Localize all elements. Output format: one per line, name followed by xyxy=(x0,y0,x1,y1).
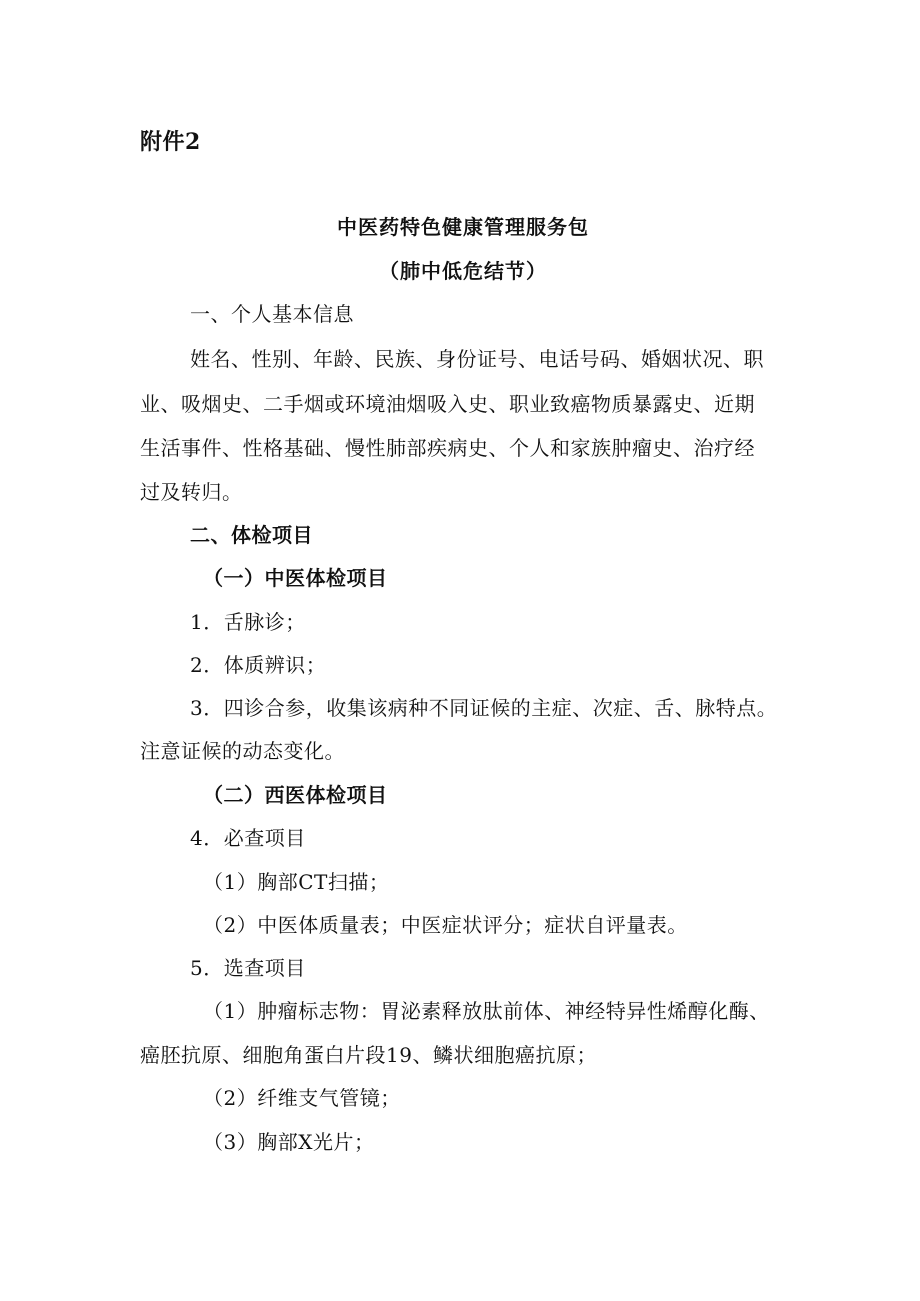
attachment-label: 附件2 xyxy=(140,129,201,155)
sub1-item-2: 2．体质辨识； xyxy=(190,653,327,677)
section1-heading: 一、个人基本信息 xyxy=(190,302,354,326)
sub2-item-5-1-continuation: 癌胚抗原、细胞角蛋白片段19、鳞状细胞癌抗原； xyxy=(140,1043,597,1067)
section1-paragraph-line: 业、吸烟史、二手烟或环境油烟吸入史、职业致癌物质暴露史、近期 xyxy=(140,392,755,416)
section1-paragraph-line: 过及转归。 xyxy=(140,480,243,504)
sub2-item-5-3: （3）胸部X光片； xyxy=(203,1130,375,1154)
section2-heading: 二、体检项目 xyxy=(190,523,313,547)
section1-paragraph-line: 生活事件、性格基础、慢性肺部疾病史、个人和家族肿瘤史、治疗经 xyxy=(140,436,755,460)
sub2-item-4-1: （1）胸部CT扫描； xyxy=(203,870,390,894)
sub1-item-3: 3．四诊合参，收集该病种不同证候的主症、次症、舌、脉特点。 xyxy=(190,696,778,720)
sub2-item-5: 5．选查项目 xyxy=(190,956,306,980)
document-title: 中医药特色健康管理服务包 xyxy=(337,215,589,239)
sub2-item-4: 4．必查项目 xyxy=(190,826,306,850)
section2-sub2-heading: （二）西医体检项目 xyxy=(203,783,388,807)
section2-sub1-heading: （一）中医体检项目 xyxy=(203,566,388,590)
sub1-item-3-continuation: 注意证候的动态变化。 xyxy=(140,739,345,763)
document-subtitle: （肺中低危结节） xyxy=(379,259,547,283)
sub2-item-5-1: （1）肿瘤标志物：胃泌素释放肽前体、神经特异性烯醇化酶、 xyxy=(203,999,770,1023)
section1-paragraph-line: 姓名、性别、年龄、民族、身份证号、电话号码、婚姻状况、职 xyxy=(190,347,764,371)
sub2-item-4-2: （2）中医体质量表；中医症状评分；症状自评量表。 xyxy=(203,913,688,937)
sub2-item-5-2: （2）纤维支气管镜； xyxy=(203,1086,401,1110)
sub1-item-1: 1．舌脉诊； xyxy=(190,610,306,634)
